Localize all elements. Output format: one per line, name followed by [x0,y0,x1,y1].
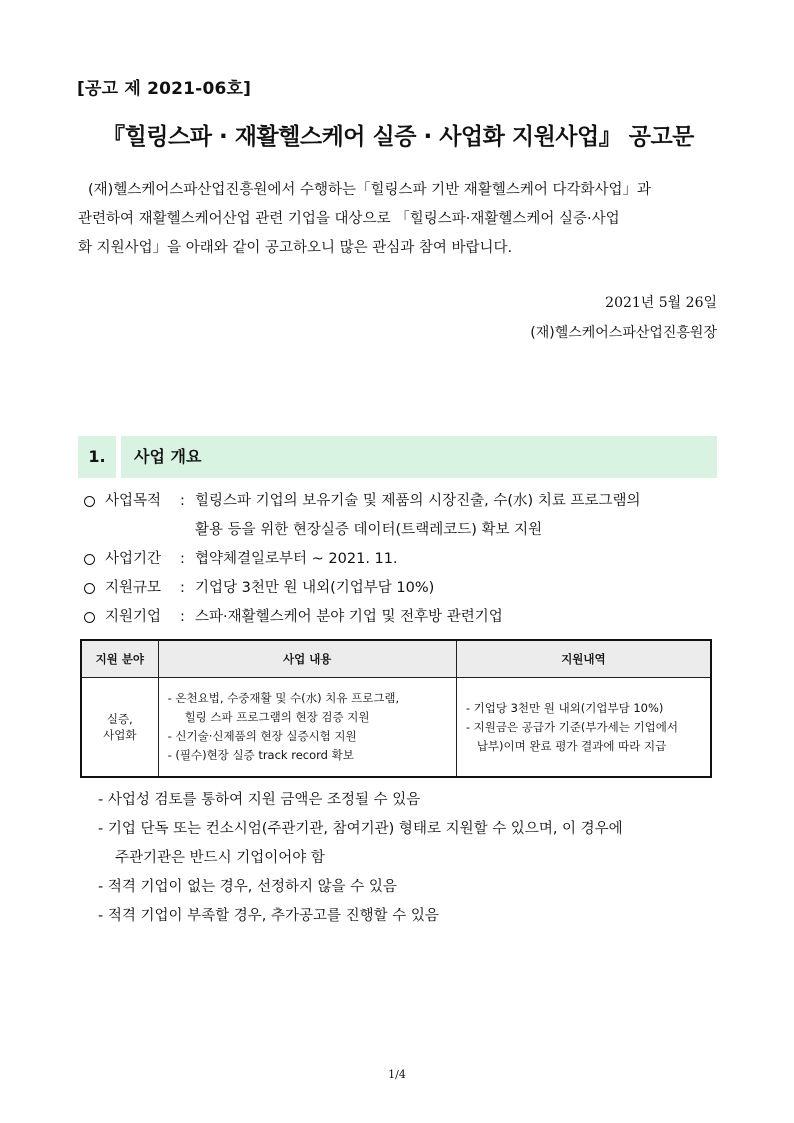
note-item: - 적격 기업이 없는 경우, 선정하지 않을 수 있음 [98,879,397,895]
content-line: - 신기술·신제품의 현장 실증시험 지원 [167,729,357,743]
column-header-field: 지원 분야 [81,640,158,678]
field-line: 실증, [106,712,133,726]
notes-list [98,786,728,931]
overview-list [84,487,724,632]
intro-line: (재)헬스케어스파산업진흥원에서 수행하는「힐링스파 기반 재활헬스케어 다각화사업」과 [88,182,651,198]
section-number: 1. [88,447,106,466]
section-header [78,436,717,478]
circle-bullet-icon [84,612,95,623]
list-item [84,487,724,545]
content-cell [158,678,456,778]
item-label: 사업기간 [105,551,162,567]
note-item: - 적격 기업이 부족할 경우, 추가공고를 진행할 수 있음 [98,908,439,924]
circle-bullet-icon [84,496,95,507]
item-text: 스파·재활헬스케어 분야 기업 및 전후방 관련기업 [195,609,503,625]
circle-bullet-icon [84,583,95,594]
content-line: - 온천요법, 수중재활 및 수(水) 치유 프로그램, [167,691,400,705]
announcement-date: 2021년 5월 26일 [605,295,717,311]
support-table [80,639,712,778]
circle-bullet-icon [84,554,95,565]
notice-number: [공고 제 2021-06호] [77,79,252,99]
page-number: 1/4 [388,1068,406,1081]
item-label: 지원규모 [105,580,162,596]
item-separator: : [180,493,185,509]
list-item [84,574,724,603]
intro-line: 관련하여 재활헬스케어산업 관련 기업을 대상으로 「힐링스파·재활헬스케어 실증·사업 [78,211,620,227]
table-row [81,678,711,778]
item-text: 힐링스파 기업의 보유기술 및 제품의 시장진출, 수(水) 치료 프로그램의 [195,493,641,509]
item-separator: : [180,580,185,596]
item-separator: : [180,609,185,625]
column-header-support: 지원내역 [456,640,711,678]
item-text-continued: 활용 등을 위한 현장실증 데이터(트랙레코드) 확보 지원 [195,522,543,538]
intro-paragraph [78,176,718,263]
support-cell [456,678,711,778]
support-line: - 지원금은 공급가 기준(부가세는 기업에서 [465,719,678,734]
field-line: 사업화 [103,728,137,742]
item-text: 협약체결일로부터 ~ 2021. 11. [195,551,398,567]
list-item [84,603,724,632]
list-item [84,545,724,574]
table-header-row [81,640,711,678]
section-title: 사업 개요 [134,447,202,466]
item-label: 사업목적 [105,493,162,509]
note-item: - 기업 단독 또는 컨소시엄(주관기관, 참여기관) 형태로 지원할 수 있으며, 이 경우에 [98,821,623,837]
support-line: 납부)이며 완료 평가 결과에 따라 지급 [476,738,667,753]
item-separator: : [180,551,185,567]
column-header-content: 사업 내용 [158,640,456,678]
item-text: 기업당 3천만 원 내외(기업부담 10%) [195,580,435,596]
item-label: 지원기업 [105,609,162,625]
field-cell [81,678,158,778]
note-item: - 사업성 검토를 통하여 지원 금액은 조정될 수 있음 [98,792,421,808]
note-item-continued: 주관기관은 반드시 기업이어야 함 [115,850,325,866]
support-line: - 기업당 3천만 원 내외(기업부담 10%) [465,700,664,715]
content-line: - (필수)현장 실증 track record 확보 [167,748,354,762]
document-title: 『힐링스파 · 재활헬스케어 실증 · 사업화 지원사업』 공고문 [102,124,694,150]
intro-line: 화 지원사업」을 아래와 같이 공고하오니 많은 관심과 참여 바랍니다. [78,240,513,256]
organization-name: (재)헬스케어스파산업진흥원장 [530,325,717,341]
content-line: 힐링 스파 프로그램의 현장 검증 지원 [184,710,370,724]
